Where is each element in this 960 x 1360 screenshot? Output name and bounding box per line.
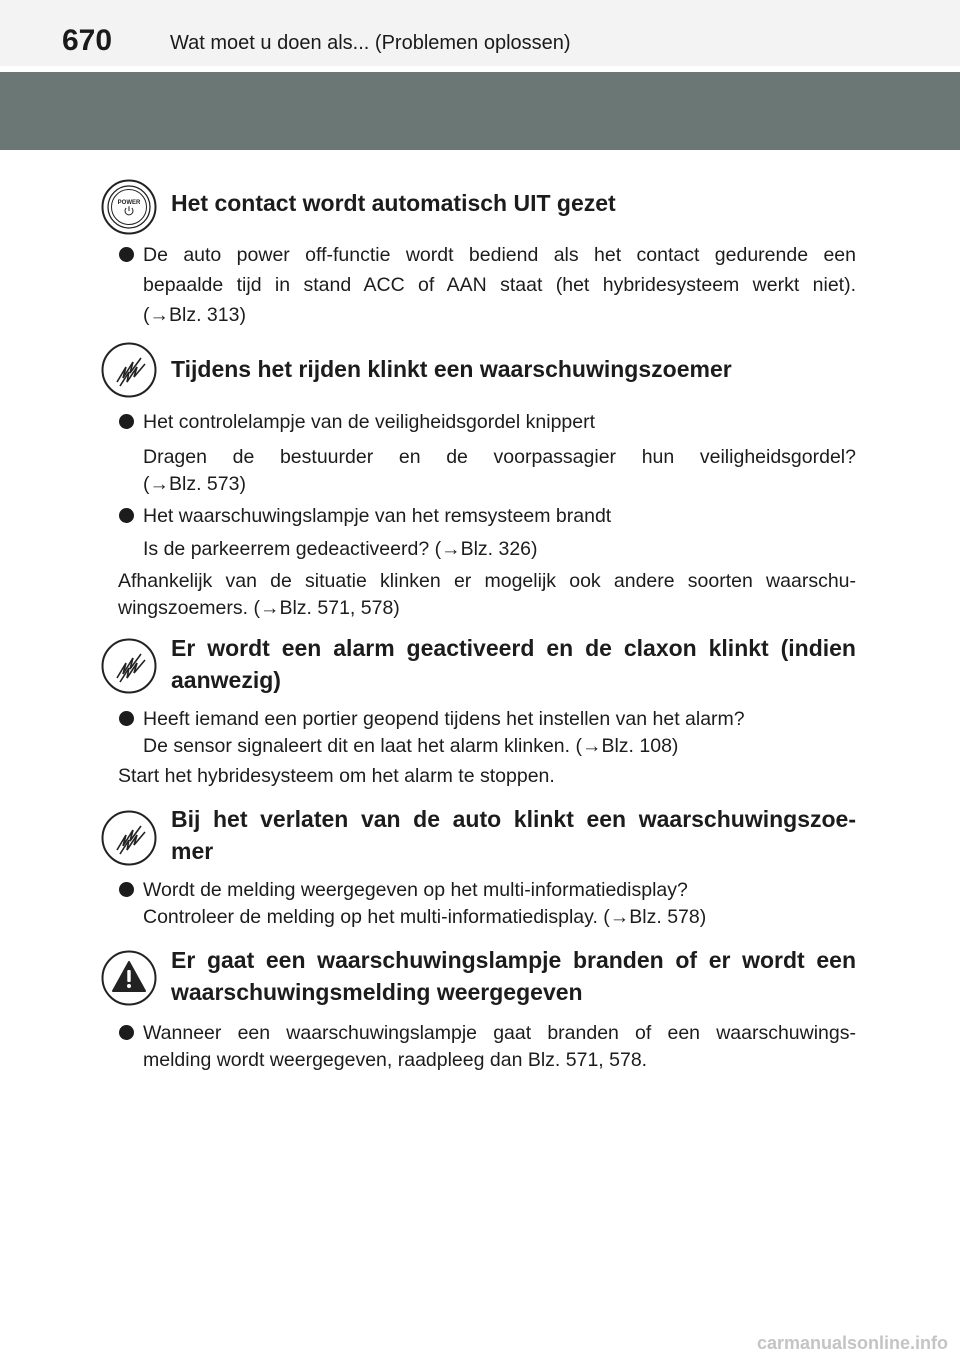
section-title: Het contact wordt automatisch UIT gezet [171, 190, 616, 216]
paragraph-line: Controleer de melding op het multi-informatiedisplay. (→Blz. 578) [143, 906, 707, 928]
paragraph-line: Heeft iemand een portier geopend tijdens het instellen van het alarm? [143, 708, 745, 730]
paragraph-line: De sensor signaleert dit en laat het alarm klinken. (→Blz. 108) [143, 735, 679, 757]
warning-triangle-icon [101, 950, 157, 1006]
bullet [119, 882, 134, 897]
paragraph-line: De auto power off-functie wordt bediend als het contact gedurende een [143, 244, 856, 266]
buzzer-icon [101, 638, 157, 694]
bullet [119, 1025, 134, 1040]
paragraph-line: Afhankelijk van de situatie klinken er mogelijk ook andere soorten waarschu- [118, 570, 856, 592]
section-title: Er wordt een alarm geactiveerd en de claxon klinkt (indien [171, 635, 856, 661]
bullet [119, 711, 134, 726]
bullet [119, 508, 134, 523]
paragraph-line: melding wordt weergegeven, raadpleeg dan Blz. 571, 578. [143, 1049, 648, 1071]
power-button-icon [101, 179, 157, 235]
section-title: Tijdens het rijden klinkt een waarschuwingszoemer [171, 356, 732, 382]
power-label: POWER [117, 200, 141, 206]
paragraph-line: (→Blz. 313) [143, 304, 246, 326]
section-title: Er gaat een waarschuwingslampje branden of er wordt een [171, 947, 856, 973]
buzzer-icon [101, 810, 157, 866]
section-title: aanwezig) [171, 667, 281, 693]
paragraph-line: bepaalde tijd in stand ACC of AAN staat (het hybridesysteem werkt niet). [143, 274, 856, 296]
page-number: 670 [62, 24, 113, 57]
watermark: carmanualsonline.info [756, 1333, 948, 1353]
section-banner [0, 72, 960, 150]
paragraph-line: Het waarschuwingslampje van het remsysteem brandt [143, 505, 612, 527]
bullet [119, 414, 134, 429]
section-title: waarschuwingsmelding weergegeven [171, 979, 583, 1005]
paragraph-line: (→Blz. 573) [143, 473, 246, 495]
paragraph-line: Het controlelampje van de veiligheidsgordel knippert [143, 411, 596, 433]
section-title: Bij het verlaten van de auto klinkt een waarschuwingszoe- [171, 806, 856, 832]
paragraph-line: Wordt de melding weergegeven op het multi-informatiedisplay? [143, 879, 688, 901]
paragraph-line: wingszoemers. (→Blz. 571, 578) [118, 597, 400, 619]
paragraph-line: Is de parkeerrem gedeactiveerd? (→Blz. 326) [143, 538, 538, 560]
buzzer-icon [101, 342, 157, 398]
running-title: Wat moet u doen als... (Problemen oplossen) [170, 32, 571, 54]
bullet [119, 247, 134, 262]
section-title: mer [171, 838, 214, 864]
paragraph-line: Dragen de bestuurder en de voorpassagier hun veiligheidsgordel? [143, 446, 856, 468]
paragraph-line: Wanneer een waarschuwingslampje gaat branden of een waarschuwings- [143, 1022, 856, 1044]
paragraph-line: Start het hybridesysteem om het alarm te stoppen. [118, 765, 555, 787]
